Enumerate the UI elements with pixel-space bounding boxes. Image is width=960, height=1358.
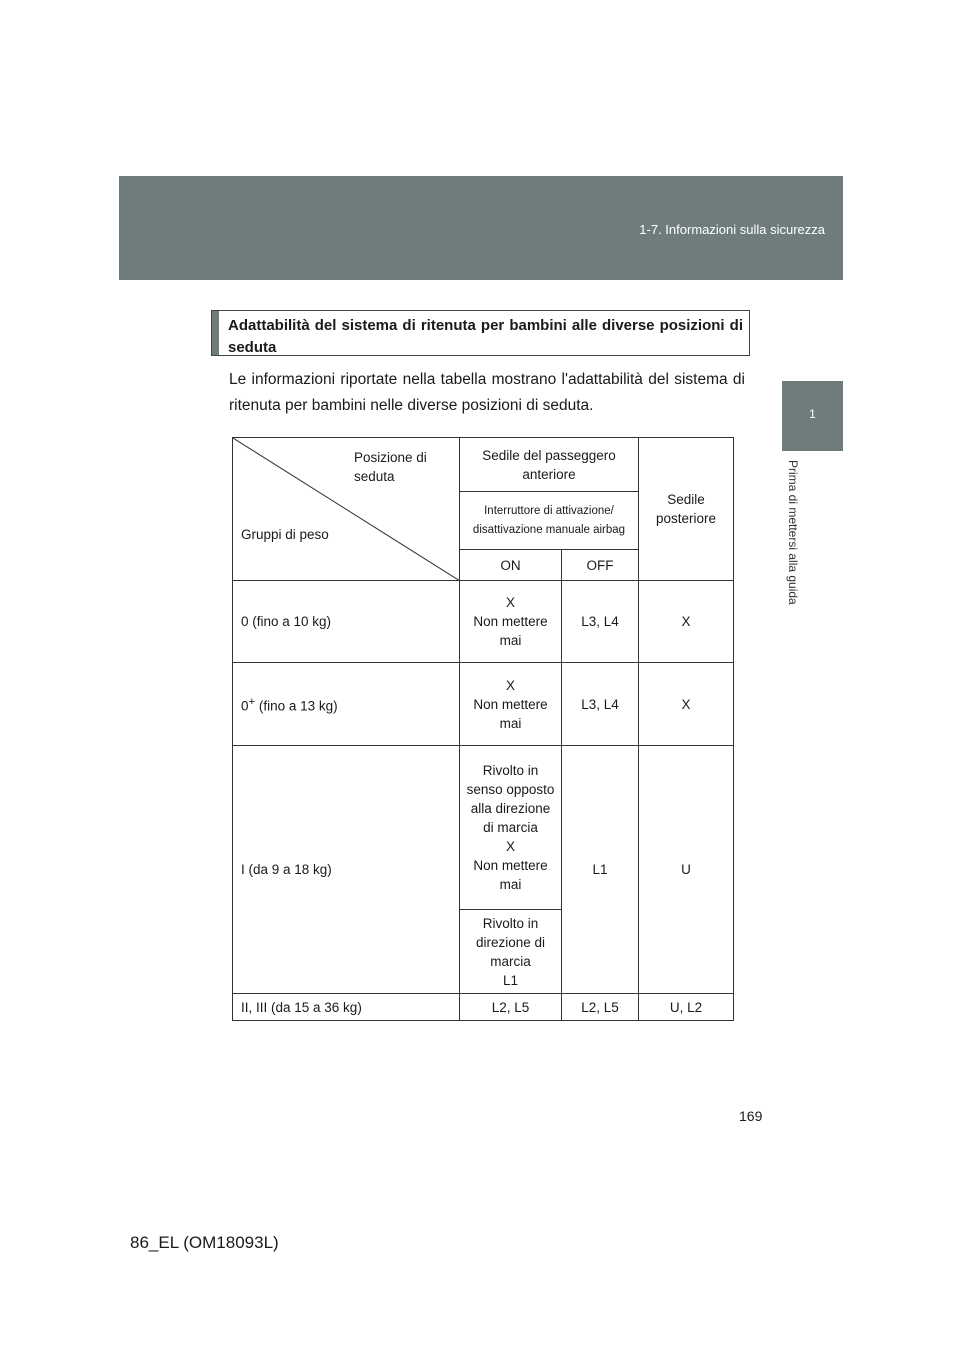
rear-cell: X xyxy=(639,663,734,746)
table-row xyxy=(233,994,734,1021)
table-row xyxy=(233,581,734,663)
off-header: OFF xyxy=(562,550,639,581)
section-heading-bar xyxy=(212,311,219,355)
rear-cell: U xyxy=(639,746,734,994)
table-row xyxy=(233,746,734,910)
table-corner-cell xyxy=(233,438,460,581)
on-cell-note: Non mettere mai xyxy=(473,614,548,648)
off-cell: L2, L5 xyxy=(562,994,639,1021)
on-cell-orientation: Rivolto in senso opposto alla direzione di marcia xyxy=(466,763,555,835)
table-row xyxy=(233,663,734,746)
rear-cell: X xyxy=(639,581,734,663)
front-passenger-header: Sedile del passeggero anteriore xyxy=(460,438,639,492)
weight-groups-label: Gruppi di peso xyxy=(241,527,329,542)
off-cell: L3, L4 xyxy=(562,581,639,663)
chapter-title: Prima di mettersi alla guida xyxy=(786,460,800,605)
seat-suitability-table xyxy=(232,437,734,1021)
on-header: ON xyxy=(460,550,562,581)
document-code: 86_EL (OM18093L) xyxy=(130,1233,279,1252)
on-cell-rear-facing xyxy=(460,746,562,910)
header-section-title: 1-7. Informazioni sulla sicurezza xyxy=(639,222,825,237)
off-cell: L3, L4 xyxy=(562,663,639,746)
group-main: 0 xyxy=(241,698,249,714)
chapter-tab xyxy=(782,381,843,451)
group-cell: 0 (fino a 10 kg) xyxy=(233,581,460,663)
rear-seat-header: Sedile posteriore xyxy=(639,438,734,581)
on-cell-value: L1 xyxy=(502,972,519,988)
page-number: 169 xyxy=(739,1108,763,1124)
on-cell xyxy=(460,663,562,746)
on-cell xyxy=(460,581,562,663)
group-rest: (fino a 13 kg) xyxy=(255,698,338,714)
on-cell-note: Non mettere mai xyxy=(473,858,548,892)
on-cell: L2, L5 xyxy=(460,994,562,1021)
on-cell-orientation: Rivolto in direzione di marcia xyxy=(475,915,546,969)
on-cell-x: X xyxy=(505,677,515,693)
section-heading-box xyxy=(211,310,750,356)
group-cell xyxy=(233,663,460,746)
chapter-number: 1 xyxy=(809,407,816,421)
on-cell-forward-facing xyxy=(460,910,562,994)
group-cell: I (da 9 a 18 kg) xyxy=(233,746,460,994)
on-cell-x: X xyxy=(505,595,515,610)
header-band xyxy=(119,176,843,280)
intro-paragraph: Le informazioni riportate nella tabella mostrano l'adattabilità del sistema di ritenuta per bambini nelle diverse posizioni di seduta. xyxy=(229,371,745,414)
on-cell-note: Non mettere mai xyxy=(473,696,548,731)
airbag-switch-header: Interruttore di attivazione/ disattivazione manuale airbag xyxy=(460,492,639,550)
chapter-label xyxy=(786,460,816,640)
group-sup: + xyxy=(248,695,256,708)
rear-cell: U, L2 xyxy=(639,994,734,1021)
off-cell: L1 xyxy=(562,746,639,994)
on-cell-x: X xyxy=(505,839,515,854)
group-cell: II, III (da 15 a 36 kg) xyxy=(233,994,460,1021)
seating-position-label: Posizione di seduta xyxy=(354,450,427,484)
section-title: Adattabilità del sistema di ritenuta per bambini alle diverse posizioni di seduta xyxy=(228,317,743,356)
